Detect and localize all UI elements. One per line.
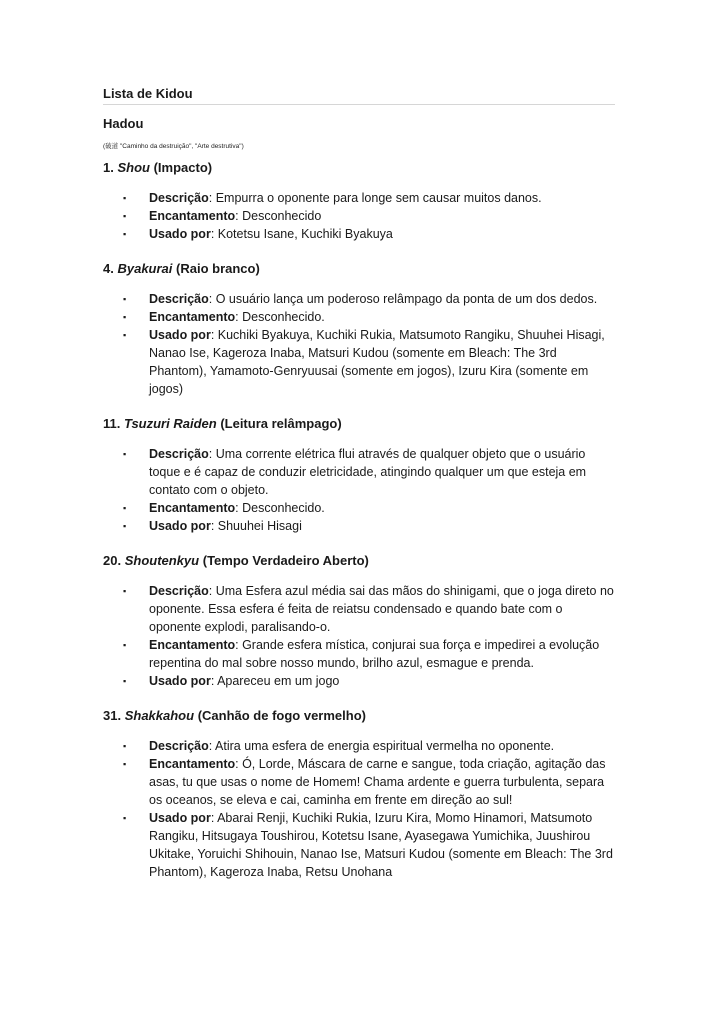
bullet-icon: ▪ <box>123 229 127 239</box>
property-label: Usado por <box>149 674 211 688</box>
property-text: : Apareceu em um jogo <box>210 674 340 688</box>
property-label: Descrição <box>149 447 209 461</box>
kidou-entry <box>103 261 615 398</box>
entry-properties <box>103 737 615 881</box>
entry-title <box>103 261 615 276</box>
entry-translation: (Canhão de fogo vermelho) <box>197 708 366 723</box>
property-item <box>123 445 615 499</box>
document-title: Lista de Kidou <box>103 86 615 105</box>
property-text: : Atira uma esfera de energia espiritual vermelha no oponente. <box>208 739 555 753</box>
property-label: Encantamento <box>149 209 236 223</box>
property-label: Usado por <box>149 519 211 533</box>
property-item <box>123 225 615 243</box>
entry-name: Byakurai <box>117 261 173 276</box>
entry-properties <box>103 582 615 690</box>
entry-title <box>103 416 615 431</box>
bullet-icon: ▪ <box>123 330 127 340</box>
property-text: : Desconhecido. <box>235 310 325 324</box>
entry-properties <box>103 445 615 535</box>
property-item <box>123 809 615 881</box>
entry-number: 1. <box>103 160 114 175</box>
entry-title <box>103 708 615 723</box>
property-text: : O usuário lança um poderoso relâmpago da ponta de um dos dedos. <box>208 292 598 306</box>
section-subtitle: (破道 "Caminho da destruição", "Arte destrutiva") <box>103 143 244 150</box>
property-text: : Empurra o oponente para longe sem causar muitos danos. <box>208 191 542 205</box>
bullet-icon: ▪ <box>123 813 127 823</box>
property-item <box>123 326 615 398</box>
entry-name: Shoutenkyu <box>124 553 200 568</box>
property-item <box>123 672 615 690</box>
property-text: : Kuchiki Byakuya, Kuchiki Rukia, Matsumoto Rangiku, Shuuhei Hisagi, Nanao Ise, Kageroza Inaba, Matsuri Kudou (somente em Bleach: The 3rd Phantom), Yamamoto-Genryuusai (somente em jogos), Izuru Kira (somente em jogos) <box>149 328 605 396</box>
property-text: : Uma Esfera azul média sai das mãos do shinigami, que o joga direto no oponente. Essa esfera é feita de reiatsu condensado e quando bate com o oponente explodi, paralisando-o. <box>149 584 614 634</box>
bullet-icon: ▪ <box>123 211 127 221</box>
entry-translation: (Tempo Verdadeiro Aberto) <box>202 553 369 568</box>
kidou-entry <box>103 553 615 690</box>
section-title: Hadou <box>103 116 144 131</box>
property-label: Usado por <box>149 811 211 825</box>
property-item <box>123 636 615 672</box>
entry-name: Shakkahou <box>124 708 195 723</box>
entry-properties <box>103 290 615 398</box>
bullet-icon: ▪ <box>123 193 127 203</box>
entry-translation: (Raio branco) <box>176 261 260 276</box>
entry-number: 4. <box>103 261 114 276</box>
kidou-entry <box>103 416 615 535</box>
entry-name: Shou <box>117 160 150 175</box>
kidou-entry <box>103 160 615 243</box>
entry-number: 11. <box>103 416 121 431</box>
property-item <box>123 755 615 809</box>
bullet-icon: ▪ <box>123 294 127 304</box>
property-text: : Desconhecido. <box>235 501 325 515</box>
property-item <box>123 517 615 535</box>
bullet-icon: ▪ <box>123 640 127 650</box>
entry-translation: (Impacto) <box>153 160 213 175</box>
bullet-icon: ▪ <box>123 312 127 322</box>
property-label: Descrição <box>149 739 209 753</box>
entry-number: 31. <box>103 708 122 723</box>
entry-properties <box>103 189 615 243</box>
document-page <box>103 86 615 899</box>
bullet-icon: ▪ <box>123 449 127 459</box>
property-text: : Shuuhei Hisagi <box>210 519 302 533</box>
property-label: Encantamento <box>149 310 236 324</box>
entry-title <box>103 160 615 175</box>
property-label: Descrição <box>149 191 209 205</box>
property-item <box>123 308 615 326</box>
property-text: : Abarai Renji, Kuchiki Rukia, Izuru Kira, Momo Hinamori, Matsumoto Rangiku, Hitsugaya Toushirou, Kotetsu Isane, Ayasegawa Yumichika, Juushirou Ukitake, Yoruichi Shihouin, Nanao Ise, Matsuri Kudou (somente em Bleach: The 3rd Phantom), Kageroza Inaba, Retsu Unohana <box>149 811 613 879</box>
bullet-icon: ▪ <box>123 741 127 751</box>
bullet-icon: ▪ <box>123 676 127 686</box>
property-item <box>123 290 615 308</box>
bullet-icon: ▪ <box>123 759 127 769</box>
bullet-icon: ▪ <box>123 586 127 596</box>
property-text: : Kotetsu Isane, Kuchiki Byakuya <box>210 227 393 241</box>
kidou-list <box>103 160 615 881</box>
entry-name: Tsuzuri Raiden <box>123 416 217 431</box>
property-text: : Desconhecido <box>235 209 322 223</box>
property-label: Descrição <box>149 292 209 306</box>
property-label: Encantamento <box>149 638 236 652</box>
bullet-icon: ▪ <box>123 521 127 531</box>
property-label: Descrição <box>149 584 209 598</box>
property-item <box>123 582 615 636</box>
property-label: Usado por <box>149 227 211 241</box>
property-label: Usado por <box>149 328 211 342</box>
property-text: : Uma corrente elétrica flui através de qualquer objeto que o usuário toque e é capaz de conduzir eletricidade, atingindo qualquer um que esteja em contato com o objeto. <box>149 447 587 497</box>
property-item <box>123 189 615 207</box>
entry-title <box>103 553 615 568</box>
kidou-entry <box>103 708 615 881</box>
property-item <box>123 499 615 517</box>
property-item <box>123 207 615 225</box>
entry-number: 20. <box>103 553 122 568</box>
property-label: Encantamento <box>149 501 236 515</box>
property-label: Encantamento <box>149 757 236 771</box>
property-text: : Grande esfera mística, conjurai sua força e impedirei a evolução repentina do mal sobre nosso mundo, brilho azul, esmague e prenda. <box>149 638 600 670</box>
property-item <box>123 737 615 755</box>
entry-translation: (Leitura relâmpago) <box>220 416 342 431</box>
property-text: : Ó, Lorde, Máscara de carne e sangue, toda criação, agitação das asas, tu que usas o nome de Homem! Chama ardente e guerra turbulenta, separa os oceanos, se eleva e cai, caminha em frente em direção ao sul! <box>149 757 606 807</box>
bullet-icon: ▪ <box>123 503 127 513</box>
